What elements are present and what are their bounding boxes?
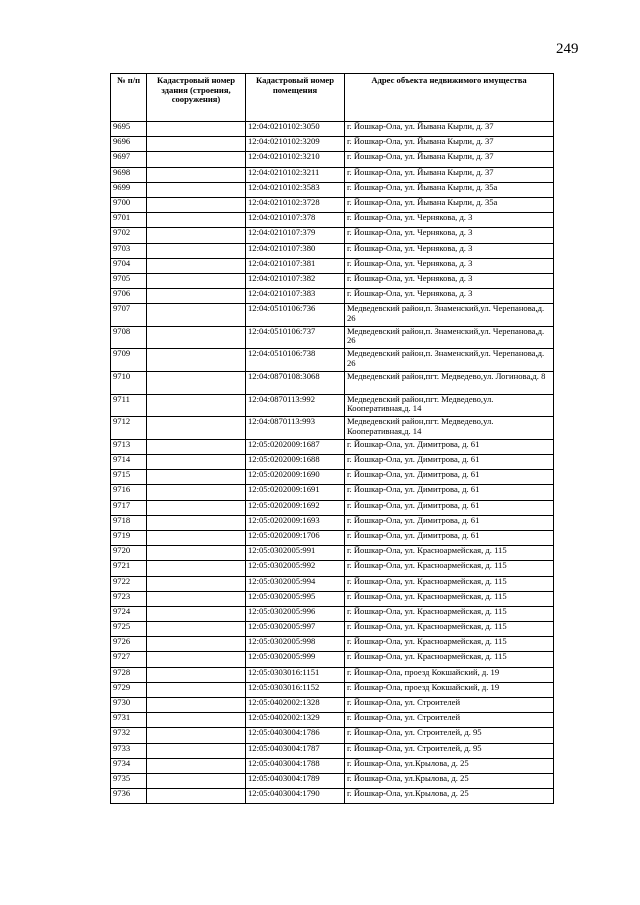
header-room-cadastral: Кадастровый номер помещения xyxy=(246,74,345,122)
table-row xyxy=(111,455,554,470)
cell-number: 9732 xyxy=(111,728,147,743)
cell-address: г. Йошкар-Ола, ул. Димитрова, д. 61 xyxy=(345,500,554,515)
header-address: Адрес объекта недвижимого имущества xyxy=(345,74,554,122)
cell-room-cadastral: 12:05:0403004:1790 xyxy=(246,789,345,804)
cell-room-cadastral: 12:04:0510106:737 xyxy=(246,326,345,349)
cell-address: г. Йошкар-Ола, ул. Красноармейская, д. 115 xyxy=(345,576,554,591)
cell-building-cadastral xyxy=(147,137,246,152)
cell-address: г. Йошкар-Ола, ул. Чернякова, д. 3 xyxy=(345,228,554,243)
cell-room-cadastral: 12:04:0210107:379 xyxy=(246,228,345,243)
cell-building-cadastral xyxy=(147,417,246,440)
cell-room-cadastral: 12:04:0210102:3211 xyxy=(246,167,345,182)
table-row xyxy=(111,758,554,773)
cell-number: 9701 xyxy=(111,213,147,228)
cell-room-cadastral: 12:05:0202009:1706 xyxy=(246,530,345,545)
cell-number: 9712 xyxy=(111,417,147,440)
table-row xyxy=(111,606,554,621)
cell-address: г. Йошкар-Ола, ул. Чернякова, д. 3 xyxy=(345,289,554,304)
cell-room-cadastral: 12:04:0870108:3068 xyxy=(246,372,345,395)
cell-building-cadastral xyxy=(147,591,246,606)
cell-number: 9734 xyxy=(111,758,147,773)
cell-room-cadastral: 12:05:0202009:1690 xyxy=(246,470,345,485)
cell-address: г. Йошкар-Ола, ул. Йывана Кырли, д. 37 xyxy=(345,152,554,167)
table-row xyxy=(111,743,554,758)
cell-number: 9697 xyxy=(111,152,147,167)
table-row xyxy=(111,213,554,228)
cell-address: г. Йошкар-Ола, ул. Димитрова, д. 61 xyxy=(345,439,554,454)
table-row xyxy=(111,394,554,417)
cell-number: 9710 xyxy=(111,372,147,395)
cell-room-cadastral: 12:04:0510106:738 xyxy=(246,349,345,372)
cell-room-cadastral: 12:05:0302005:997 xyxy=(246,622,345,637)
cell-address: г. Йошкар-Ола, ул. Строителей, д. 95 xyxy=(345,743,554,758)
table-row xyxy=(111,622,554,637)
cell-address: г. Йошкар-Ола, ул.Крылова, д. 25 xyxy=(345,789,554,804)
table-row xyxy=(111,561,554,576)
cell-address: г. Йошкар-Ола, ул. Йывана Кырли, д. 35а xyxy=(345,182,554,197)
table-row xyxy=(111,326,554,349)
page-number: 249 xyxy=(556,41,579,57)
table-row xyxy=(111,773,554,788)
cell-number: 9726 xyxy=(111,637,147,652)
cell-number: 9729 xyxy=(111,682,147,697)
cell-address: г. Йошкар-Ола, ул. Красноармейская, д. 115 xyxy=(345,652,554,667)
table-row xyxy=(111,485,554,500)
cell-number: 9731 xyxy=(111,713,147,728)
cell-building-cadastral xyxy=(147,326,246,349)
cell-number: 9736 xyxy=(111,789,147,804)
cell-address: г. Йошкар-Ола, ул. Чернякова, д. 3 xyxy=(345,258,554,273)
cell-building-cadastral xyxy=(147,197,246,212)
cell-room-cadastral: 12:05:0403004:1786 xyxy=(246,728,345,743)
cell-building-cadastral xyxy=(147,500,246,515)
cell-address: Медведевский район,пгт. Медведево,ул. Кооперативная,д. 14 xyxy=(345,417,554,440)
cell-number: 9716 xyxy=(111,485,147,500)
cell-building-cadastral xyxy=(147,773,246,788)
cell-address: г. Йошкар-Ола, ул. Димитрова, д. 61 xyxy=(345,485,554,500)
cell-address: г. Йошкар-Ола, ул. Димитрова, д. 61 xyxy=(345,530,554,545)
cell-room-cadastral: 12:04:0210102:3210 xyxy=(246,152,345,167)
cell-number: 9718 xyxy=(111,515,147,530)
table-row xyxy=(111,515,554,530)
cell-address: г. Йошкар-Ола, ул. Строителей xyxy=(345,713,554,728)
table-row xyxy=(111,122,554,137)
cell-room-cadastral: 12:05:0202009:1691 xyxy=(246,485,345,500)
cell-building-cadastral xyxy=(147,789,246,804)
cell-number: 9699 xyxy=(111,182,147,197)
cell-room-cadastral: 12:04:0870113:992 xyxy=(246,394,345,417)
cell-room-cadastral: 12:05:0302005:994 xyxy=(246,576,345,591)
cell-building-cadastral xyxy=(147,606,246,621)
header-number: № п/п xyxy=(111,74,147,122)
cell-room-cadastral: 12:05:0302005:998 xyxy=(246,637,345,652)
table-row xyxy=(111,576,554,591)
cell-number: 9705 xyxy=(111,273,147,288)
cell-building-cadastral xyxy=(147,372,246,395)
table-row xyxy=(111,167,554,182)
cell-room-cadastral: 12:05:0302005:991 xyxy=(246,546,345,561)
cell-number: 9735 xyxy=(111,773,147,788)
cell-building-cadastral xyxy=(147,304,246,327)
cell-address: Медведевский район,пгт. Медведево,ул. Кооперативная,д. 14 xyxy=(345,394,554,417)
table-row xyxy=(111,273,554,288)
cell-room-cadastral: 12:04:0210102:3209 xyxy=(246,137,345,152)
table-row xyxy=(111,713,554,728)
cell-address: г. Йошкар-Ола, ул. Йывана Кырли, д. 37 xyxy=(345,137,554,152)
cell-building-cadastral xyxy=(147,530,246,545)
cell-address: г. Йошкар-Ола, ул. Красноармейская, д. 115 xyxy=(345,637,554,652)
cell-building-cadastral xyxy=(147,439,246,454)
table-row xyxy=(111,637,554,652)
cell-room-cadastral: 12:05:0202009:1688 xyxy=(246,455,345,470)
table-row xyxy=(111,591,554,606)
cell-number: 9727 xyxy=(111,652,147,667)
table-row xyxy=(111,530,554,545)
cell-room-cadastral: 12:05:0402002:1328 xyxy=(246,698,345,713)
cell-address: г. Йошкар-Ола, ул. Йывана Кырли, д. 35а xyxy=(345,197,554,212)
cell-room-cadastral: 12:05:0302005:996 xyxy=(246,606,345,621)
cell-number: 9709 xyxy=(111,349,147,372)
table-row xyxy=(111,228,554,243)
cell-address: г. Йошкар-Ола, ул. Чернякова, д. 3 xyxy=(345,243,554,258)
table-row xyxy=(111,439,554,454)
cell-room-cadastral: 12:04:0210107:378 xyxy=(246,213,345,228)
table-row xyxy=(111,304,554,327)
cell-room-cadastral: 12:05:0302005:995 xyxy=(246,591,345,606)
cell-address: г. Йошкар-Ола, ул. Строителей xyxy=(345,698,554,713)
cell-room-cadastral: 12:05:0303016:1152 xyxy=(246,682,345,697)
cell-number: 9702 xyxy=(111,228,147,243)
cell-number: 9713 xyxy=(111,439,147,454)
cell-room-cadastral: 12:05:0202009:1692 xyxy=(246,500,345,515)
cell-building-cadastral xyxy=(147,561,246,576)
cell-building-cadastral xyxy=(147,243,246,258)
cell-number: 9696 xyxy=(111,137,147,152)
cell-number: 9700 xyxy=(111,197,147,212)
table-row xyxy=(111,417,554,440)
cell-building-cadastral xyxy=(147,698,246,713)
cell-building-cadastral xyxy=(147,228,246,243)
table-row xyxy=(111,372,554,395)
cell-address: Медведевский район,пгт. Медведево,ул. Логинова,д. 8 xyxy=(345,372,554,395)
table-row xyxy=(111,182,554,197)
table-row xyxy=(111,728,554,743)
cell-address: г. Йошкар-Ола, ул. Йывана Кырли, д. 37 xyxy=(345,122,554,137)
cell-room-cadastral: 12:04:0870113:993 xyxy=(246,417,345,440)
cell-building-cadastral xyxy=(147,167,246,182)
cell-room-cadastral: 12:04:0510106:736 xyxy=(246,304,345,327)
cell-address: г. Йошкар-Ола, проезд Кокшайский, д. 19 xyxy=(345,682,554,697)
cell-room-cadastral: 12:04:0210107:382 xyxy=(246,273,345,288)
cell-number: 9698 xyxy=(111,167,147,182)
cell-room-cadastral: 12:04:0210102:3728 xyxy=(246,197,345,212)
cell-room-cadastral: 12:05:0403004:1788 xyxy=(246,758,345,773)
cell-building-cadastral xyxy=(147,728,246,743)
cell-address: г. Йошкар-Ола, ул. Строителей, д. 95 xyxy=(345,728,554,743)
cell-room-cadastral: 12:05:0202009:1687 xyxy=(246,439,345,454)
cell-room-cadastral: 12:04:0210102:3583 xyxy=(246,182,345,197)
cell-number: 9695 xyxy=(111,122,147,137)
cell-building-cadastral xyxy=(147,213,246,228)
cell-building-cadastral xyxy=(147,349,246,372)
table-row xyxy=(111,289,554,304)
cell-room-cadastral: 12:05:0302005:999 xyxy=(246,652,345,667)
cell-building-cadastral xyxy=(147,470,246,485)
cell-address: Медведевский район,п. Знаменский,ул. Черепанова,д. 26 xyxy=(345,304,554,327)
cell-building-cadastral xyxy=(147,682,246,697)
cell-address: г. Йошкар-Ола, ул.Крылова, д. 25 xyxy=(345,773,554,788)
cell-number: 9711 xyxy=(111,394,147,417)
cell-number: 9723 xyxy=(111,591,147,606)
cell-building-cadastral xyxy=(147,576,246,591)
cell-building-cadastral xyxy=(147,258,246,273)
cell-address: г. Йошкар-Ола, ул. Красноармейская, д. 115 xyxy=(345,561,554,576)
table-row xyxy=(111,500,554,515)
cell-number: 9720 xyxy=(111,546,147,561)
cell-room-cadastral: 12:05:0403004:1787 xyxy=(246,743,345,758)
cell-building-cadastral xyxy=(147,652,246,667)
cell-number: 9721 xyxy=(111,561,147,576)
cell-number: 9722 xyxy=(111,576,147,591)
cell-room-cadastral: 12:05:0402002:1329 xyxy=(246,713,345,728)
cell-number: 9724 xyxy=(111,606,147,621)
cell-number: 9707 xyxy=(111,304,147,327)
cell-building-cadastral xyxy=(147,622,246,637)
table-row xyxy=(111,137,554,152)
table-row xyxy=(111,652,554,667)
cell-building-cadastral xyxy=(147,546,246,561)
table-row xyxy=(111,789,554,804)
cell-address: г. Йошкар-Ола, ул. Красноармейская, д. 115 xyxy=(345,591,554,606)
table-row xyxy=(111,470,554,485)
cell-address: г. Йошкар-Ола, ул. Красноармейская, д. 115 xyxy=(345,606,554,621)
cell-room-cadastral: 12:04:0210107:381 xyxy=(246,258,345,273)
table-body xyxy=(111,122,554,804)
cell-number: 9704 xyxy=(111,258,147,273)
cell-address: Медведевский район,п. Знаменский,ул. Черепанова,д. 26 xyxy=(345,326,554,349)
cell-room-cadastral: 12:05:0403004:1789 xyxy=(246,773,345,788)
cell-number: 9715 xyxy=(111,470,147,485)
cell-number: 9719 xyxy=(111,530,147,545)
table-header-row xyxy=(111,74,554,122)
cell-building-cadastral xyxy=(147,713,246,728)
cell-room-cadastral: 12:04:0210107:380 xyxy=(246,243,345,258)
cell-number: 9703 xyxy=(111,243,147,258)
cell-building-cadastral xyxy=(147,455,246,470)
header-building-cadastral: Кадастровый номер здания (строения, сооружения) xyxy=(147,74,246,122)
cell-number: 9730 xyxy=(111,698,147,713)
cell-number: 9717 xyxy=(111,500,147,515)
cell-address: г. Йошкар-Ола, ул. Димитрова, д. 61 xyxy=(345,515,554,530)
cell-number: 9728 xyxy=(111,667,147,682)
cell-address: г. Йошкар-Ола, ул. Йывана Кырли, д. 37 xyxy=(345,167,554,182)
cell-building-cadastral xyxy=(147,152,246,167)
cell-address: г. Йошкар-Ола, ул.Крылова, д. 25 xyxy=(345,758,554,773)
cell-building-cadastral xyxy=(147,667,246,682)
cell-address: г. Йошкар-Ола, ул. Димитрова, д. 61 xyxy=(345,455,554,470)
cell-number: 9708 xyxy=(111,326,147,349)
cell-building-cadastral xyxy=(147,743,246,758)
cell-address: г. Йошкар-Ола, ул. Красноармейская, д. 115 xyxy=(345,622,554,637)
cell-address: г. Йошкар-Ола, ул. Чернякова, д. 3 xyxy=(345,273,554,288)
cell-number: 9725 xyxy=(111,622,147,637)
table-row xyxy=(111,667,554,682)
cell-address: Медведевский район,п. Знаменский,ул. Черепанова,д. 26 xyxy=(345,349,554,372)
cell-address: г. Йошкар-Ола, проезд Кокшайский, д. 19 xyxy=(345,667,554,682)
table-row xyxy=(111,546,554,561)
cell-number: 9733 xyxy=(111,743,147,758)
table-row xyxy=(111,349,554,372)
table-row xyxy=(111,682,554,697)
cell-room-cadastral: 12:04:0210102:3050 xyxy=(246,122,345,137)
cell-building-cadastral xyxy=(147,515,246,530)
cell-number: 9714 xyxy=(111,455,147,470)
cell-address: г. Йошкар-Ола, ул. Димитрова, д. 61 xyxy=(345,470,554,485)
cell-room-cadastral: 12:05:0202009:1693 xyxy=(246,515,345,530)
cell-building-cadastral xyxy=(147,485,246,500)
cell-building-cadastral xyxy=(147,637,246,652)
cell-room-cadastral: 12:04:0210107:383 xyxy=(246,289,345,304)
cell-building-cadastral xyxy=(147,758,246,773)
table-row xyxy=(111,258,554,273)
table-row xyxy=(111,152,554,167)
cell-address: г. Йошкар-Ола, ул. Красноармейская, д. 115 xyxy=(345,546,554,561)
cell-room-cadastral: 12:05:0303016:1151 xyxy=(246,667,345,682)
cell-number: 9706 xyxy=(111,289,147,304)
table-row xyxy=(111,698,554,713)
cell-address: г. Йошкар-Ола, ул. Чернякова, д. 3 xyxy=(345,213,554,228)
table-row xyxy=(111,197,554,212)
cell-building-cadastral xyxy=(147,273,246,288)
cell-building-cadastral xyxy=(147,289,246,304)
table-row xyxy=(111,243,554,258)
cell-building-cadastral xyxy=(147,122,246,137)
cell-building-cadastral xyxy=(147,182,246,197)
property-registry-table xyxy=(110,73,554,804)
cell-room-cadastral: 12:05:0302005:992 xyxy=(246,561,345,576)
cell-building-cadastral xyxy=(147,394,246,417)
